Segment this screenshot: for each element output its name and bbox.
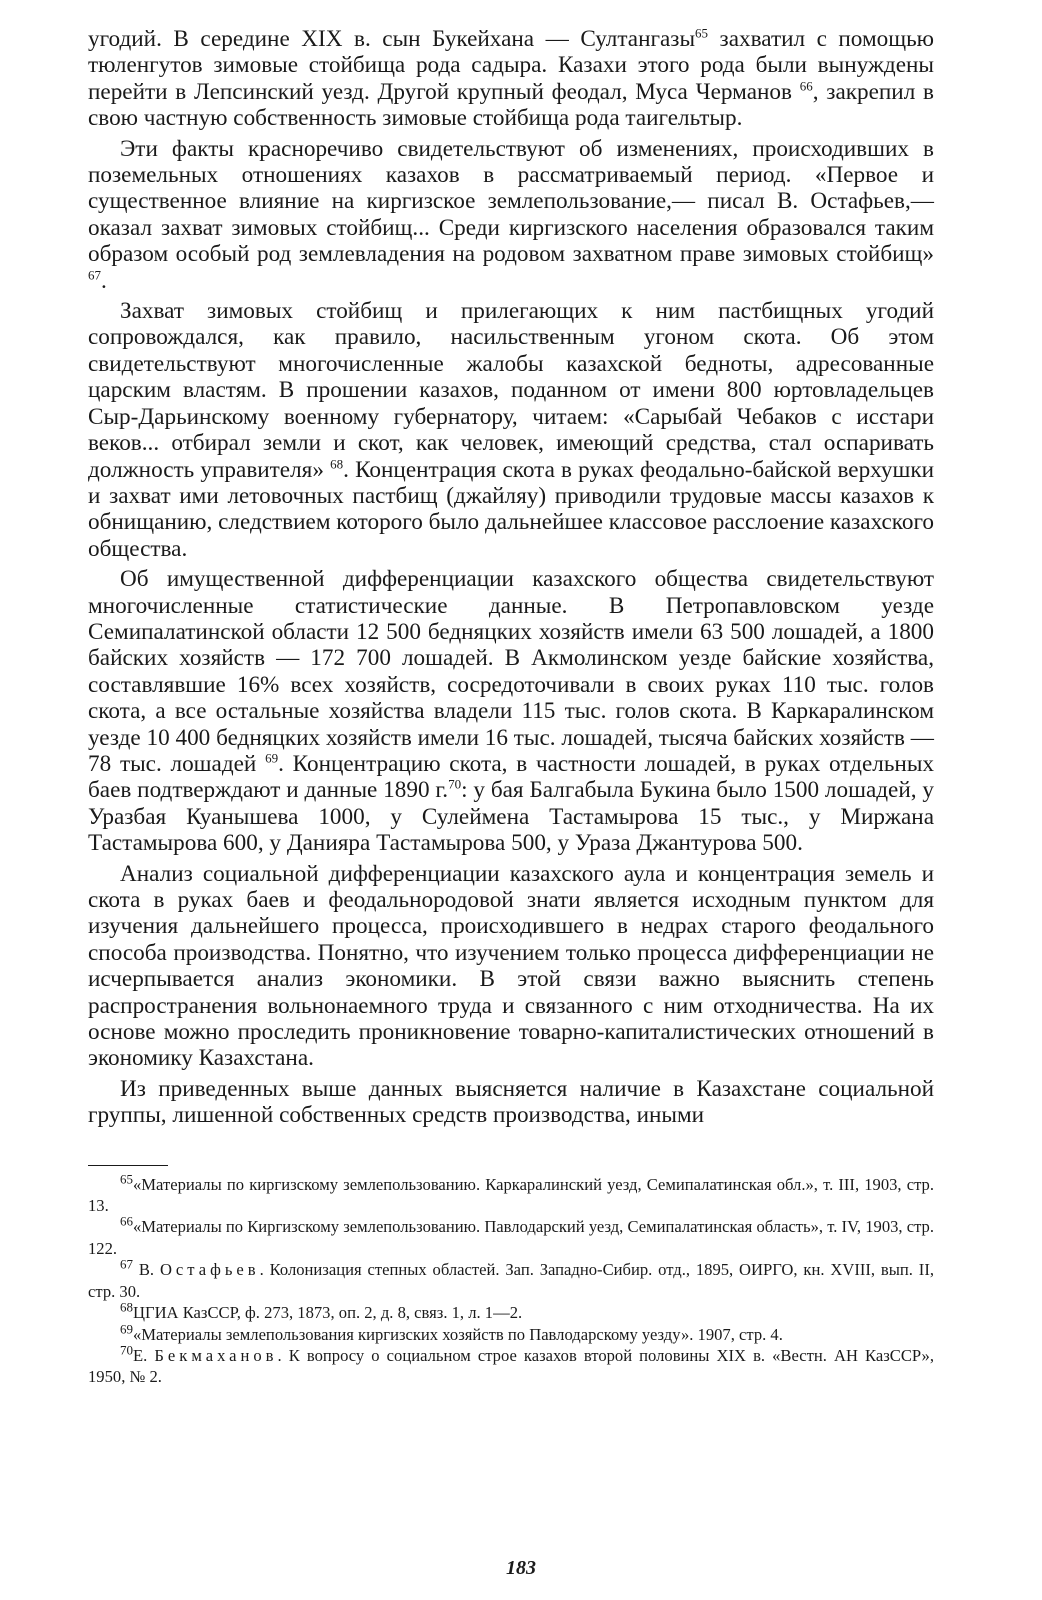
footnote [88, 1213, 934, 1259]
footnote-ref: 67 [120, 1256, 133, 1272]
text-run: Из приведенных выше данных выясняется наличие в Казахстане социальной группы, лишенной собственных средств производства, иными [88, 1075, 934, 1129]
text-run: . [101, 267, 107, 294]
paragraph [88, 298, 934, 562]
book-page [88, 26, 934, 1388]
text-run: . Концентрацию скота, в частности лошадей, в руках отдельных баев подтверждают и данные 1890 г. [88, 750, 934, 804]
text-run: Эти факты красноречиво свидетельствуют об изменениях, происходивших в поземельных отношениях казахов в рассматриваемый период. «Первое и существенное влияние на киргизское землепользование,— писал В. Остафьев,— оказал захват зимовых стойбищ... Среди киргизского населения образовался таким образом особый род землевладения на родовом захватном праве зимовых стойбищ» [88, 135, 934, 268]
footnote-ref: 67 [88, 266, 101, 282]
footnote [88, 1299, 934, 1323]
paragraph [88, 566, 934, 856]
footnote-ref: 65 [120, 1171, 133, 1187]
text-run: : у бая Балгабыла Букина было 1500 лошадей, у Уразбая Куанышева 1000, у Сулеймена Тастамырова 15 тыс., у Миржана Тастамырова 600, у Данияра Тастамырова 500, у Ураза Джантурова 500. [88, 777, 934, 857]
text-run: «Материалы землепользования киргизских хозяйств по Павлодарскому уезду». 1907, стр. 4. [133, 1324, 783, 1344]
text-run: Анализ социальной дифференциации казахского аула и концентрация земель и скота в руках баев и феодальнородовой знати является исходным пунктом для изучения дальнейшего процесса, происходившего в недрах старого феодального способа производства. Понятно, что изучением только процесса дифференциации не исчерпывается анализ экономики. В этой связи важно выяснить степень распространения вольнонаемного труда и связанного с ним отходничества. На их основе можно проследить проникновение товарно-капиталистических отношений в экономику Казахстана. [88, 860, 934, 1072]
paragraph [88, 1076, 934, 1129]
author-name: Бекмаханов [154, 1345, 278, 1365]
text-run: , закрепил в свою частную собственность зимовые стойбища рода таигельтыр. [88, 78, 934, 132]
text-run: Об имущественной дифференциации казахского общества свидетельствуют многочисленные статистические данные. В Петропавловском уезде Семипалатинской области 12 500 бедняцких хозяйств имели 63 500 лошадей, а 1800 байских хозяйств — 172 700 лошадей. В Акмолинском уезде байские хозяйства, составлявшие 16% всех хозяйств, сосредоточивали в своих руках 110 тыс. голов скота, а все остальные хозяйства владели 115 тыс. голов скота. В Каркаралинском уезде 10 400 бедняцких хозяйств имели 16 тыс. лошадей, тысяча байских хозяйств — 78 тыс. лошадей [88, 566, 934, 777]
paragraph [88, 26, 934, 132]
footnote-separator [88, 1165, 168, 1166]
text-run: «Материалы по киргизскому землепользованию. Каркаралинский уезд, Семипалатинская обл.», т. III, 1903, стр. 13. [88, 1174, 934, 1216]
footnote-ref: 68 [330, 455, 344, 471]
footnotes [88, 1171, 934, 1388]
footnote-ref: 69 [120, 1320, 133, 1336]
text-run: . Колонизация степных областей. Зап. Западно-Сибир. отд., 1895, ОИРГО, кн. XVIII, вып. II, стр. 30. [88, 1260, 934, 1301]
footnote-ref: 70 [448, 776, 462, 792]
page-number: 183 [506, 1557, 536, 1579]
paragraph [88, 136, 934, 294]
text-run: ЦГИА КазССР, ф. 273, 1873, оп. 2, д. 8, связ. 1, л. 1—2. [133, 1303, 523, 1323]
text-run: Захват зимовых стойбищ и прилегающих к ним пастбищных угодий сопровождался, как правило, насильственным угоном скота. Об этом свидетельствуют многочисленные жалобы казахской бедноты, адресованные царским властям. В прошении казахов, поданном от имени 800 юртовладельцев Сыр-Дарьинскому военному губернатору, читаем: «Сарыбай Чебаков с исстари веков... отбирал земли и скот, как человек, имеющий средства, стал оспаривать должность управителя» [88, 298, 934, 483]
text-run: . Концентрация скота в руках феодально-байской верхушки и захват ими летовочных пастбищ (джайляу) приводили трудовые массы казахов к обнищанию, следствием которого было дальнейшее классовое расслоение казахского общества. [88, 456, 935, 562]
body-text [88, 26, 934, 1129]
text-run: Е. [133, 1345, 155, 1365]
footnote [88, 1256, 934, 1302]
footnote [88, 1342, 934, 1388]
text-run: В. [133, 1260, 160, 1280]
author-name: Остафьев [159, 1260, 260, 1280]
text-run: угодий. В середине XIX в. сын Букейхана — Султангазы [88, 26, 696, 52]
footnote [88, 1171, 934, 1217]
footnote-ref: 66 [120, 1213, 133, 1229]
footnote-ref: 70 [120, 1342, 133, 1358]
text-run: «Материалы по Киргизскому землепользованию. Павлодарский уезд, Семипалатинская область», т. IV, 1903, стр. 122. [88, 1217, 934, 1258]
text-run: захватил с помощью тюленгутов зимовые стойбища рода садыра. Казахи этого рода были вынуждены перейти в Лепсинский уезд. Другой крупный феодал, Муса Черманов [88, 26, 934, 105]
text-run: . К вопросу о социальном строе казахов второй половины XIX в. «Вестн. АН КазССР», 1950, № 2. [88, 1345, 934, 1387]
footnote-ref: 65 [695, 25, 709, 41]
footnote-ref: 66 [799, 78, 813, 94]
footnote-ref: 68 [120, 1299, 133, 1315]
footnote [88, 1320, 934, 1345]
footnote-ref: 69 [265, 750, 279, 766]
paragraph [88, 861, 934, 1072]
